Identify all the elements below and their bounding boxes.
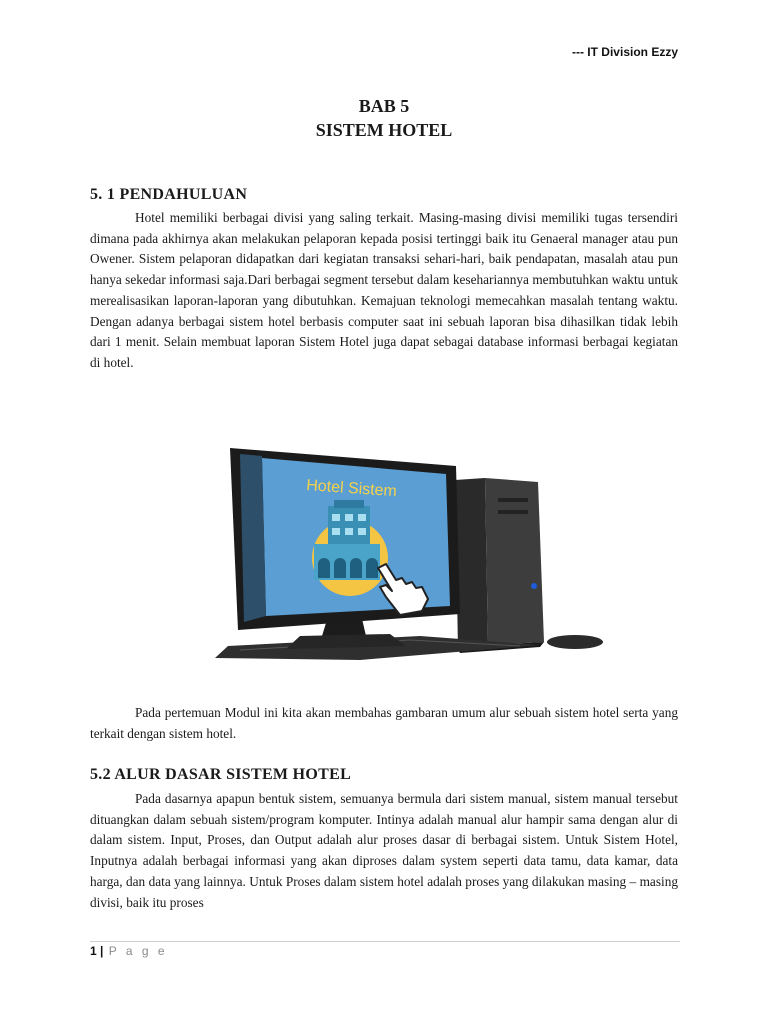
paragraph-text: Pada pertemuan Modul ini kita akan membahas gambaran umum alur sebuah sistem hotel serta yang terkait dengan sistem hotel. [90,705,678,741]
paragraph-text: Hotel memiliki berbagai divisi yang saling terkait. Masing-masing divisi memiliki tugas tersendiri dimana pada akhirnya akan melakukan pelaporan kepada posisi tertinggi baik itu Genaeral manager atau pun Owener. Sistem pelaporan didapatkan dari kegiatan transaksi sehari-hari, baik pendapatan, masalah atau pun hanya sekedar informasi saja.Dari berbagai segment tersebut dalam kesehariannya membutuhkan waktu untuk merealisasikan laporan-laporan yang dibutuhkan. Kemajuan teknologi memecahkan masalah tentang waktu. Dengan adanya berbagai sistem hotel berbasis computer saat ini sebuah laporan bisa dihasilkan tidak lebih dari 1 menit. Selain membuat laporan Sistem Hotel juga dapat sebagai database informasi berbagai kegiatan di hotel. [90,210,678,370]
mouse-icon [547,635,603,649]
module-intro-paragraph [90,703,678,744]
page-label: P a g e [108,944,168,958]
chapter-number: BAB 5 [358,96,410,116]
section-heading-pendahuluan: 5. 1 PENDAHULUAN [90,186,248,203]
screen-title: Hotel Sistem [305,477,398,501]
chapter-name: SISTEM HOTEL [315,120,453,140]
page-number: 1 [90,944,97,958]
header-note: --- IT Division Ezzy [571,45,678,59]
pc-tower-icon [455,478,544,653]
footer-separator: | [100,944,104,958]
section-paragraph-pendahuluan [90,208,678,374]
footer-divider [90,941,680,942]
section-heading-alur-dasar: 5.2 ALUR DASAR SISTEM HOTEL [90,766,352,783]
section-paragraph-alur-dasar [90,789,678,913]
page-footer [90,944,168,958]
monitor-icon [230,448,460,630]
chapter-title [0,94,768,142]
paragraph-text: Pada dasarnya apapun bentuk sistem, semuanya bermula dari sistem manual, sistem manual tersebut dituangkan dalam sebuah sistem/program komputer. Intinya adalah manual alur hampir sama dengan alur di dalam sistem. Input, Proses, dan Output adalah alur proses dasar di berbagai sistem. Untuk Sistem Hotel, Inputnya adalah berbagai informasi yang akan diproses dalam system seperti data tamu, data kamar, data harga, dan data yang lainnya. Untuk Proses dalam sistem hotel adalah proses yang dilakukan masing – masing divisi, baik itu proses [90,791,678,910]
computer-illustration [210,440,610,665]
